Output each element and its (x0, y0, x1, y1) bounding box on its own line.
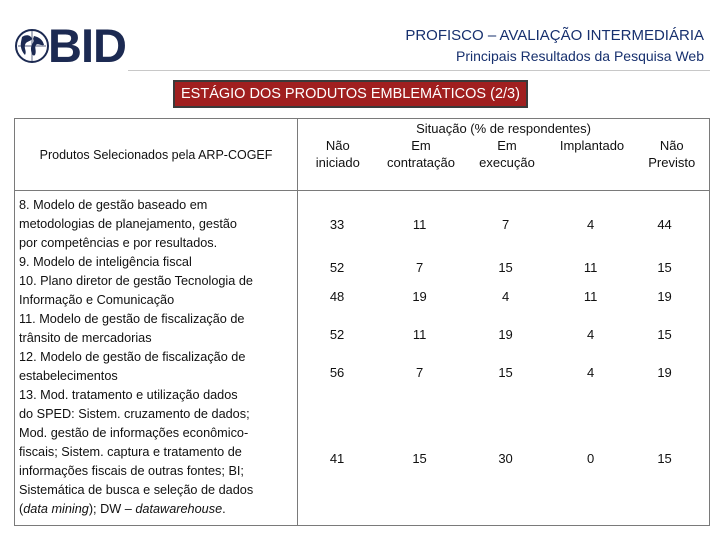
product-line: por competências e por resultados. (19, 236, 218, 250)
product-column-header: Produtos Selecionados pela ARP-COGEF (15, 119, 298, 191)
col-header-line2: iniciado (315, 155, 360, 170)
product-line: Informação e Comunicação (19, 293, 175, 307)
value-nao-iniciado: 33 (329, 217, 345, 232)
value-nao-previsto: 15 (657, 326, 672, 342)
value-implantado: 4 (586, 364, 595, 380)
value-nao-previsto: 19 (657, 288, 672, 304)
section-title: ESTÁGIO DOS PRODUTOS EMBLEMÁTICOS (2/3) (173, 80, 528, 108)
col-header-implantado (550, 137, 635, 191)
product-line: 12. Modelo de gestão de fiscalização de (19, 350, 246, 364)
product-line: 9. Modelo de inteligência fiscal (19, 255, 192, 269)
col-header-em-contratacao (378, 137, 465, 191)
value-em-contratacao: 7 (415, 364, 424, 380)
value-em-contratacao: 15 (412, 450, 427, 466)
product-line: 8. Modelo de gestão baseado em (19, 198, 208, 212)
value-em-contratacao: 19 (412, 288, 427, 304)
product-line: informações fiscais de outras fontes; BI; (19, 464, 244, 478)
products-list (15, 191, 298, 526)
values-area (298, 191, 710, 526)
values-row (298, 315, 709, 353)
product-line: Mod. gestão de informações econômico- (19, 426, 249, 440)
value-em-contratacao: 11 (412, 326, 427, 342)
col-header-nao-iniciado (298, 137, 378, 191)
header-title: PROFISCO – AVALIAÇÃO INTERMEDIÁRIA (405, 27, 704, 44)
product-line: 13. Mod. tratamento e utilização dados (19, 388, 238, 402)
value-em-execucao: 15 (498, 260, 513, 275)
product-line: Sistemática de busca e seleção de dados (19, 483, 254, 497)
logo-text: BID (48, 19, 126, 72)
product-line: fiscais; Sistem. captura e tratamento de (19, 445, 242, 459)
header-divider (128, 70, 710, 71)
product-line-last: (data mining); DW – datawarehouse. (19, 502, 226, 516)
product-line: 11. Modelo de gestão de fiscalização de (19, 312, 245, 326)
value-implantado: 11 (583, 288, 598, 304)
col-header-line2: contratação (387, 155, 455, 170)
value-nao-iniciado: 41 (329, 450, 345, 466)
value-em-execucao: 19 (498, 326, 513, 342)
product-line: trânsito de mercadorias (19, 331, 152, 345)
value-implantado: 11 (583, 260, 598, 275)
col-header-line1: Implantado (559, 138, 625, 153)
italic-term: datawarehouse (135, 502, 223, 516)
value-em-execucao: 15 (498, 364, 513, 380)
value-implantado: 0 (586, 450, 595, 466)
value-nao-previsto: 19 (657, 364, 672, 380)
values-row (298, 391, 709, 525)
product-line: 10. Plano diretor de gestão Tecnologia de (19, 274, 253, 288)
product-line: metodologias de planejamento, gestão (19, 217, 237, 231)
header-subtitle: Principais Resultados da Pesquisa Web (456, 48, 704, 64)
product-line: estabelecimentos (19, 369, 118, 383)
value-em-contratacao: 11 (412, 217, 427, 232)
value-nao-previsto: 15 (657, 260, 672, 275)
situation-header: Situação (% de respondentes) (298, 119, 710, 138)
value-em-contratacao: 7 (415, 260, 424, 275)
value-nao-iniciado: 52 (329, 260, 345, 275)
globe-icon (14, 28, 50, 64)
values-row (298, 191, 709, 258)
value-implantado: 4 (586, 326, 595, 342)
product-line: do SPED: Sistem. cruzamento de dados; (19, 407, 250, 421)
header (405, 26, 704, 66)
col-header-line2: Previsto (648, 155, 696, 170)
values-row (298, 353, 709, 391)
value-implantado: 4 (586, 217, 595, 232)
header-row-1 (15, 119, 710, 138)
italic-term: data mining (23, 502, 89, 516)
col-header-line1: Não (659, 138, 684, 153)
value-nao-previsto: 15 (657, 450, 672, 466)
col-header-nao-previsto (634, 137, 709, 191)
value-nao-previsto: 44 (657, 217, 672, 232)
values-row (298, 277, 709, 315)
col-header-line1: Em (411, 138, 431, 153)
col-header-line1: Não (325, 138, 350, 153)
col-header-line2: execução (479, 155, 535, 170)
values-row (298, 258, 709, 277)
col-header-line1: Em (497, 138, 517, 153)
value-em-execucao: 7 (501, 217, 510, 232)
value-em-execucao: 4 (501, 288, 510, 304)
value-nao-iniciado: 56 (329, 364, 345, 380)
col-header-em-execucao (465, 137, 550, 191)
value-nao-iniciado: 48 (329, 288, 345, 304)
bid-logo (14, 19, 126, 72)
products-table (14, 118, 710, 526)
table-body-row (15, 191, 710, 526)
value-em-execucao: 30 (498, 450, 513, 466)
value-nao-iniciado: 52 (329, 326, 345, 342)
